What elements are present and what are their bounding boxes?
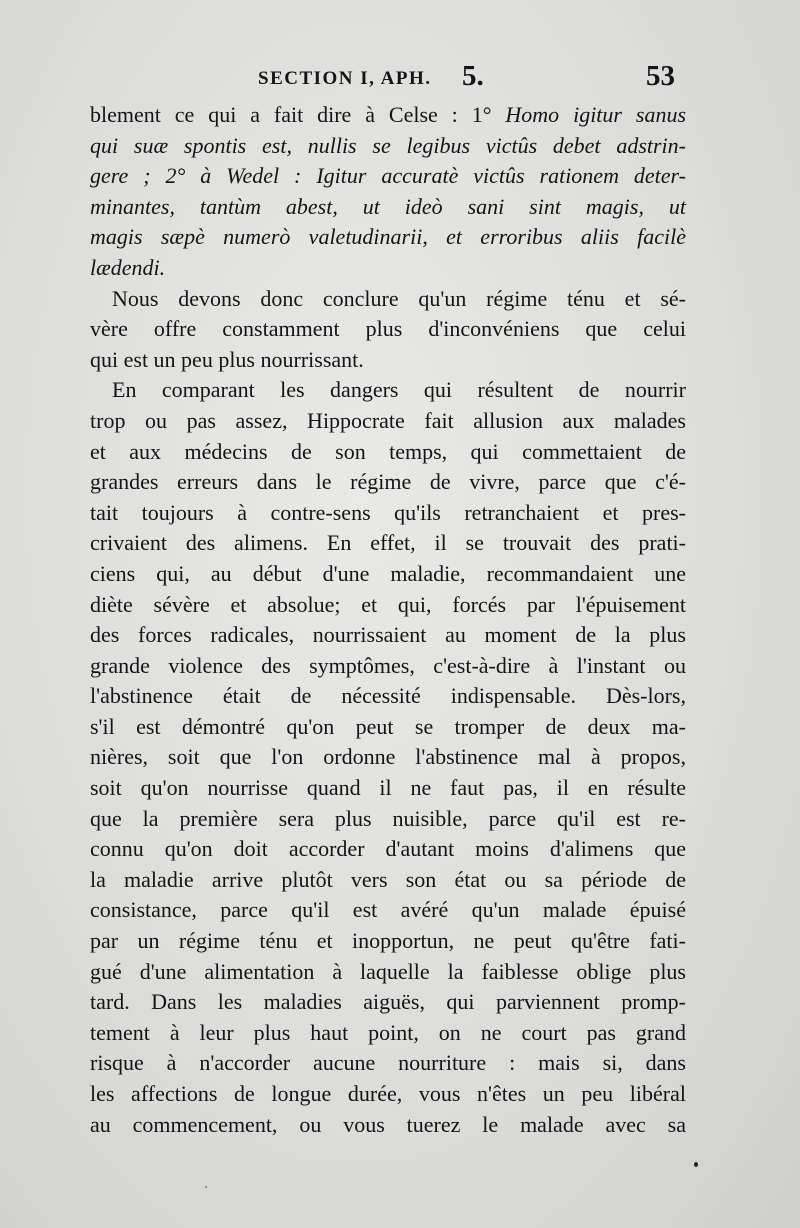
latin-quote: Igitur accuratè victûs rationem deter- <box>316 163 686 189</box>
ink-speck <box>694 1162 698 1167</box>
text-line: grandes erreurs dans le régime de vivre, parce que c'é- <box>90 469 686 495</box>
text-roman: gere ; 2° à Wedel : <box>90 163 317 189</box>
text-line: consistance, parce qu'il est avéré qu'un malade épuisé <box>90 897 686 923</box>
text-line: tait toujours à contre-sens qu'ils retranchaient et pres- <box>90 499 686 525</box>
text-line: tard. Dans les maladies aiguës, qui parviennent promp- <box>90 989 686 1015</box>
text-line: l'abstinence était de nécessité indispensable. Dès-lors, <box>90 683 686 709</box>
ink-speck <box>205 1186 207 1188</box>
text-line: ciens qui, au début d'une maladie, recommandaient une <box>90 560 686 586</box>
text-roman: blement ce qui a fait dire à Celse : 1° <box>90 102 506 127</box>
text-line: tement à leur plus haut point, on ne court pas grand <box>90 1019 686 1045</box>
text-line: vère offre constamment plus d'inconvéniens que celui <box>90 316 686 342</box>
text-line: grande violence des symptômes, c'est-à-dire à l'instant ou <box>90 652 686 678</box>
text-line: connu qu'on doit accorder d'autant moins d'alimens que <box>90 836 686 862</box>
text-line: En comparant les dangers qui résultent de nourrir <box>112 377 686 403</box>
text-line: la maladie arrive plutôt vers son état ou sa période de <box>90 866 686 892</box>
text-line: qui est un peu plus nourrissant. <box>90 346 364 372</box>
text-line: qui suæ spontis est, nullis se legibus victûs debet adstrin- <box>90 132 686 158</box>
text-line <box>90 100 686 131</box>
text-line: par un régime ténu et inopportun, ne peut qu'être fati- <box>90 928 686 954</box>
body-text <box>90 100 686 1140</box>
aphorism-number: 5. <box>462 60 484 92</box>
text-line: minantes, tantùm abest, ut ideò sani sint magis, ut <box>90 193 686 219</box>
text-line: au commencement, ou vous tuerez le malade avec sa <box>90 1111 686 1137</box>
text-line: et aux médecins de son temps, qui commettaient de <box>90 438 686 464</box>
section-title: SECTION I, APH. <box>258 68 432 89</box>
text-line: s'il est démontré qu'on peut se tromper de deux ma- <box>90 713 686 739</box>
latin-quote: Homo igitur sanus <box>505 102 687 127</box>
text-line: des forces radicales, nourrissaient au moment de la plus <box>90 622 686 648</box>
text-line: Nous devons donc conclure qu'un régime ténu et sé- <box>112 285 686 311</box>
text-line: soit qu'on nourrisse quand il ne faut pas, il en résulte <box>90 775 686 801</box>
text-line <box>90 161 686 192</box>
text-line: les affections de longue durée, vous n'êtes un peu libéral <box>90 1081 686 1106</box>
page-number: 53 <box>646 60 675 92</box>
text-line: magis sæpè numerò valetudinarii, et erroribus aliis facilè <box>90 224 686 250</box>
text-line: que la première sera plus nuisible, parce qu'il est re- <box>90 805 686 831</box>
text-line: trop ou pas assez, Hippocrate fait allusion aux malades <box>90 407 686 433</box>
text-line: lædendi. <box>90 254 166 280</box>
text-line: diète sévère et absolue; et qui, forcés par l'épuisement <box>90 591 686 617</box>
text-line: crivaient des alimens. En effet, il se trouvait des prati- <box>90 530 686 556</box>
text-line: nières, soit que l'on ordonne l'abstinence mal à propos, <box>90 744 686 770</box>
running-head <box>0 62 800 96</box>
text-line: risque à n'accorder aucune nourriture : mais si, dans <box>90 1050 686 1076</box>
text-line: gué d'une alimentation à laquelle la faiblesse oblige plus <box>90 958 686 984</box>
